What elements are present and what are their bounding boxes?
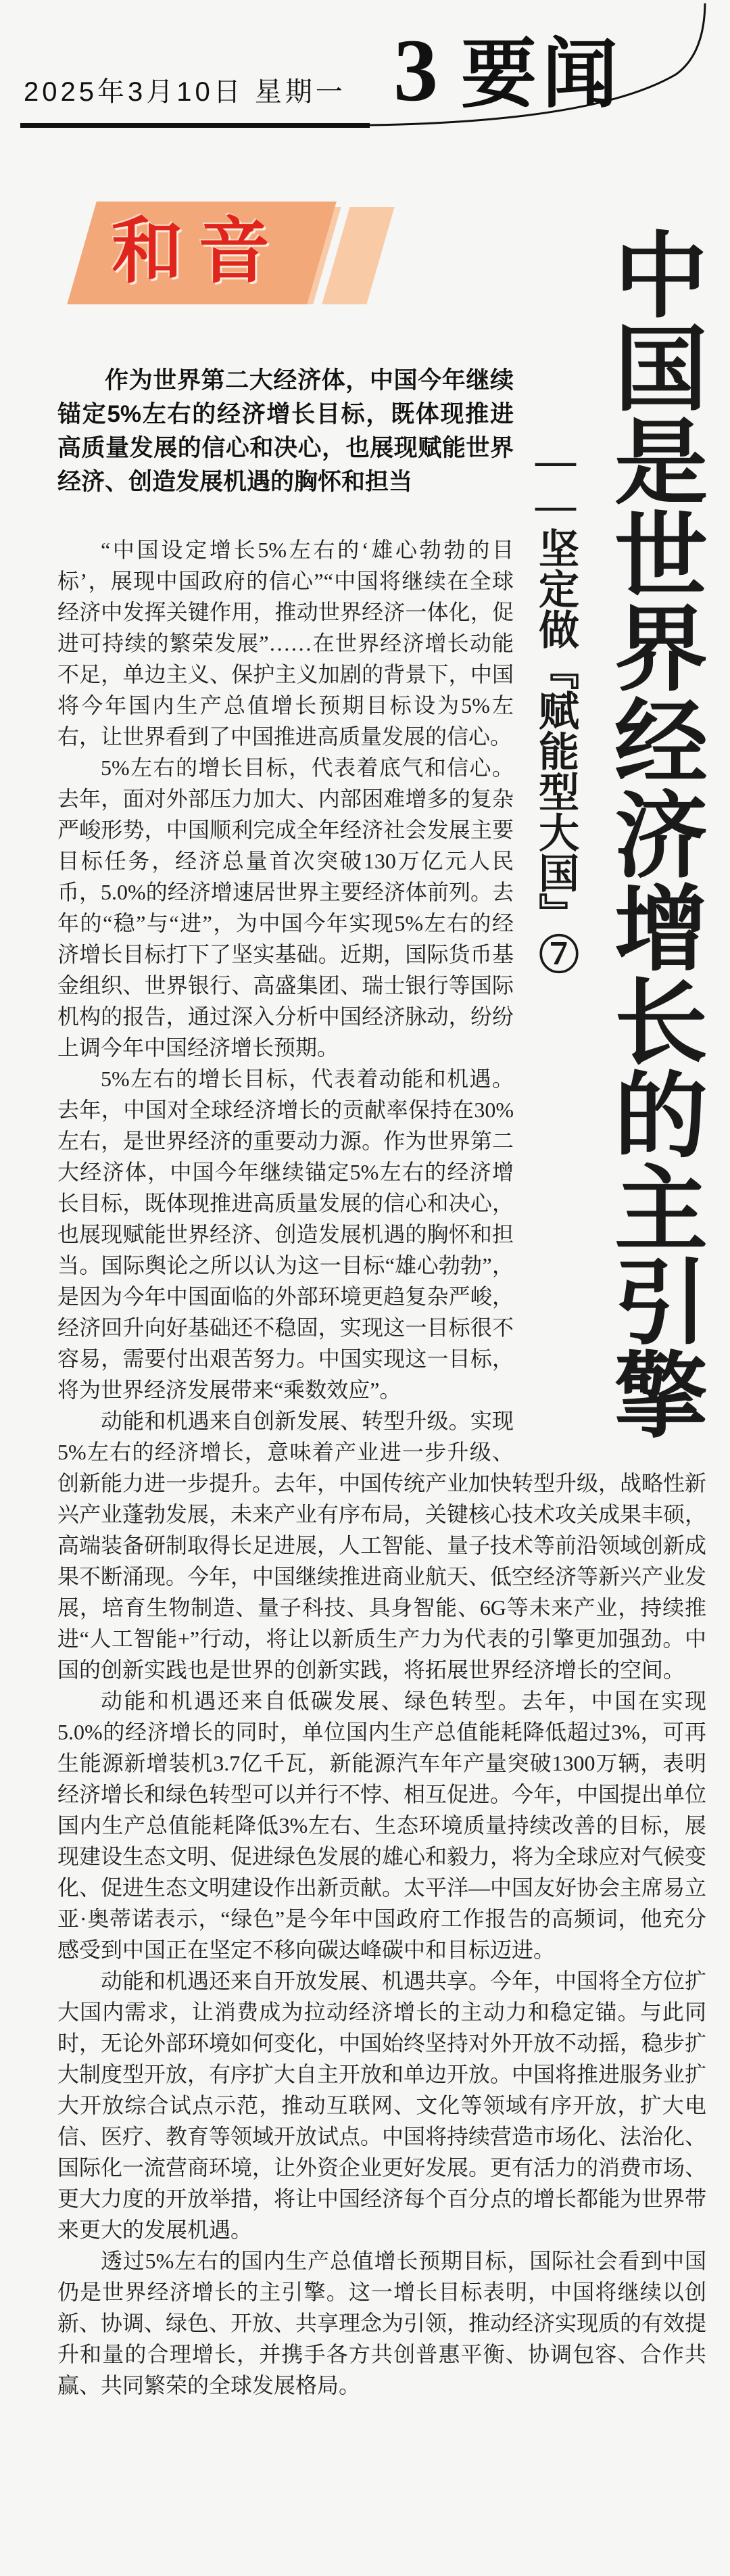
intro-paragraph: 作为世界第二大经济体，中国今年继续锚定5%左右的经济增长目标，既体现推进高质量发展的信心和决心，也展现赋能世界经济、创造发展机遇的胸怀和担当 — [57, 367, 514, 495]
article-headline: 中国是世界经济增长的主引擎 — [601, 227, 705, 1440]
column-logo-banner — [63, 202, 387, 304]
body-paragraph: 透过5%左右的国内生产总值增长预期目标，国际社会看到中国仍是世界经济增长的主引擎。这一增长目标表明，中国将继续以创新、协调、绿色、开放、共享理念为引领，推动经济实现质的有效提升和量的合理增长，并携手各方共创普惠平衡、协调包容、合作共赢、共同繁荣的全球发展格局。 — [57, 2249, 707, 2397]
page-number: 3 — [393, 20, 438, 120]
date-text: 2025年3月10日 星期一 — [24, 77, 346, 107]
body-paragraph: 动能和机遇来自创新发展、转型升级。实现5%左右的经济增长，意味着产业进一步升级、创新能力进一步提升。去年，中国传统产业加快转型升级，战略性新兴产业蓬勃发展，未来产业有序布局，关键核心技术攻关成果丰硕，高端装备研制取得长足进展，人工智能、量子技术等前沿领域创新成果不断涌现。今年，中国继续推进商业航天、低空经济等新兴产业发展，培育生物制造、量子科技、具身智能、6G等未来产业，持续推进“人工智能+”行动，将让以新质生产力为代表的引擎更加强劲。中国的创新实践也是世界的创新实践，将拓展世界经济增长的空间。 — [57, 1409, 707, 1682]
article — [57, 189, 706, 2401]
body-paragraph: 动能和机遇还来自开放发展、机遇共享。今年，中国将全方位扩大国内需求，让消费成为拉动经济增长的主动力和稳定锚。与此同时，无论外部环境如何变化，中国始终坚持对外开放不动摇，稳步扩大制度型开放，有序扩大自主开放和单边开放。中国将推进服务业扩大开放综合试点示范，推动互联网、文化等领域有序开放，扩大电信、医疗、教育等领域开放试点。中国将持续营造市场化、法治化、国际化一流营商环境，让外资企业更好发展。更有活力的消费市场、更大力度的开放举措，将让中国经济每个百分点的增长都能为世界带来更大的发展机遇。 — [57, 1969, 707, 2242]
article-subtitle: ——坚定做『赋能型大国』⑦ — [533, 438, 578, 974]
page-header — [0, 0, 730, 142]
body-paragraph: 动能和机遇还来自低碳发展、绿色转型。去年，中国在实现5.0%的经济增长的同时，单位国内生产总值能耗降低超过3%，可再生能源新增装机3.7亿千瓦，新能源汽车年产量突破1300万辆，表明经济增长和绿色转型可以并行不悖、相互促进。今年，中国提出单位国内生产总值能耗降低3%左右、生态环境质量持续改善的目标，展现建设生态文明、促进绿色发展的雄心和毅力，将为全球应对气候变化、促进生态文明建设作出新贡献。太平洋—中国友好协会主席易立亚·奥蒂诺表示，“绿色”是今年中国政府工作报告的高频词，他充分感受到中国正在坚定不移向碳达峰碳中和目标迈进。 — [57, 1689, 707, 1962]
column-logo-text: 和音 — [112, 212, 285, 291]
body-paragraph: “中国设定增长5%左右的‘雄心勃勃的目标’，展现中国政府的信心”“中国将继续在全球经济中发挥关键作用，推动世界经济一体化，促进可持续的繁荣发展”……在世界经济增长动能不足，单边主义、保护主义加剧的背景下，中国将今年国内生产总值增长预期目标设为5%左右，让世界看到了中国推进高质量发展的信心。 — [57, 538, 514, 749]
headline-block — [514, 189, 706, 1451]
section-title: 要闻 — [461, 33, 623, 117]
body-paragraph: 5%左右的增长目标，代表着动能和机遇。去年，中国对全球经济增长的贡献率保持在30%左右，是世界经济的重要动力源。作为世界第二大经济体，中国今年继续锚定5%左右的经济增长目标，既体现推进高质量发展的信心和决心，也展现赋能世界经济、创造发展机遇的胸怀和担当。国际舆论之所以认为这一目标“雄心勃勃”，是因为今年中国面临的外部环境更趋复杂严峻，经济回升向好基础还不稳固，实现这一目标很不容易，需要付出艰苦努力。中国实现这一目标，将为世界经济发展带来“乘数效应”。 — [57, 1067, 514, 1402]
header-curve — [0, 0, 730, 142]
body-paragraph: 5%左右的增长目标，代表着底气和信心。去年，面对外部压力加大、内部困难增多的复杂严峻形势，中国顺利完成全年经济社会发展主要目标任务，经济总量首次突破130万亿元人民币，5.0%的经济增速居世界主要经济体前列。去年的“稳”与“进”，为中国今年实现5%左右的经济增长目标打下了坚实基础。近期，国际货币基金组织、世界银行、高盛集团、瑞士银行等国际机构的报告，通过深入分析中国经济脉动，纷纷上调今年中国经济增长预期。 — [57, 755, 514, 1060]
